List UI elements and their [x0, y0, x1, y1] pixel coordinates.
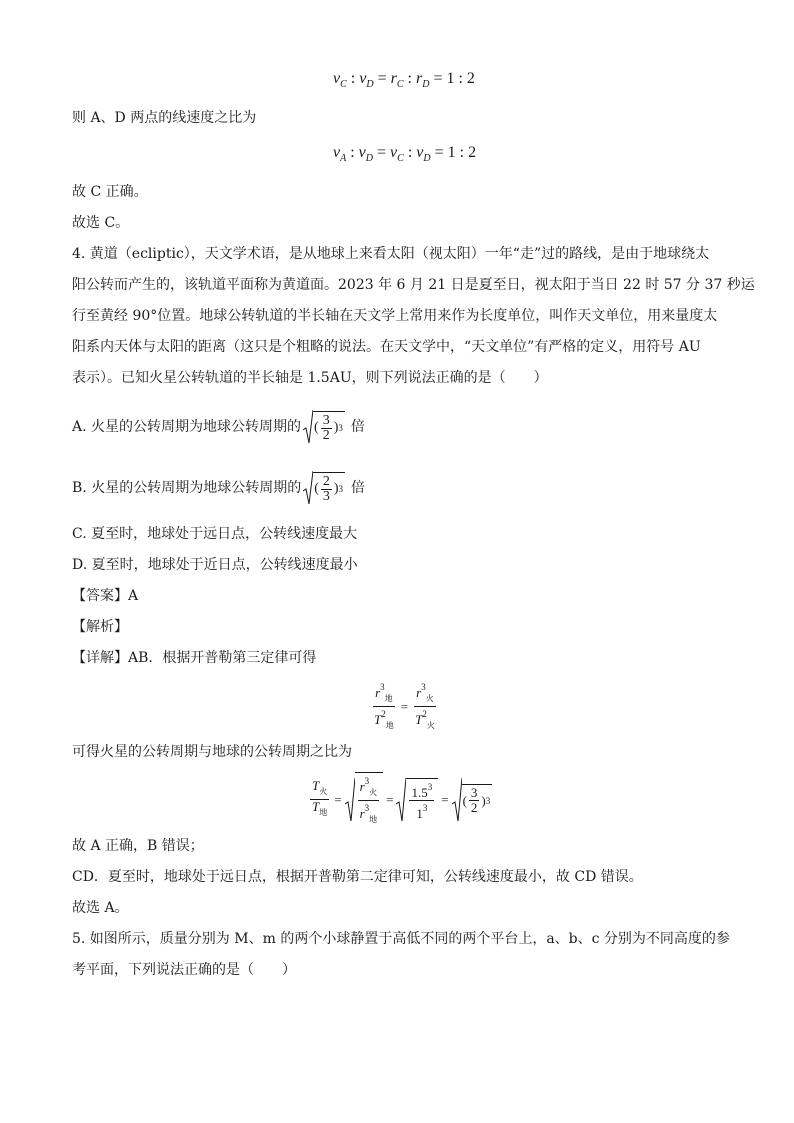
detail-line: 【详解】AB．根据开普勒第三定律可得 — [72, 650, 317, 666]
q4-line-3: 行至黄经 90°位置。地球公转轨道的半长轴在天文学上常用来作为长度单位，叫作天文单位，用来量度太 — [72, 308, 718, 324]
q5-line-1: 5. 如图所示，质量分别为 M、m 的两个小球静置于高低不同的两个平台上，a、b、c 分别为不同高度的参 — [72, 931, 730, 947]
text-a-correct: 故 A 正确，B 错误； — [72, 838, 204, 854]
q4-line-1: 4. 黄道（ecliptic），天文学术语，是从地球上来看太阳（视太阳）一年“走”过的路线，是由于地球绕太 — [72, 246, 710, 262]
option-c: C. 夏至时，地球处于远日点，公转线速度最大 — [72, 526, 358, 542]
equation-va-vd: $v_A$ : $v_D = v_C$ : $v_D = 1$ : 2 — [333, 144, 477, 164]
sqrt-two-thirds-cubed: ( $\frac{2}{3}$ ) 3 — [303, 471, 345, 505]
text-c-correct: 故 C 正确。 — [72, 184, 148, 200]
equation-vc-vd: $v_C$ : $v_D = r_C$ : $r_D = 1$ : 2 — [333, 70, 475, 90]
text-choose-c: 故选 C。 — [72, 215, 130, 231]
option-d: D. 夏至时，地球处于近日点，公转线速度最小 — [72, 557, 358, 573]
q4-line-5: 表示）。已知火星公转轨道的半长轴是 1.5AU，则下列说法正确的是（ ） — [72, 370, 548, 386]
answer-tag: 【答案】A — [72, 588, 139, 604]
equation-kepler-third: $\frac{r^3_地}{T^2_地}$ = $\frac{r^3_火}{T^2_火}$ — [374, 682, 435, 730]
ratio-intro-line: 可得火星的公转周期与地球的公转周期之比为 — [72, 744, 352, 760]
equation-period-ratio: $\frac{T_火}{T_地}$ = $\frac{r^3_火}{r^3_地}$ = $\frac{1.5^3}{1^3}$ = ( $\frac{3}{2}$ ) 3 — [308, 772, 492, 827]
q4-line-4: 阳系内天体与太阳的距离（这只是个粗略的说法。在天文学中，“天文单位”有严格的定义，用符号 AU — [72, 339, 701, 355]
q4-line-2: 阳公转而产生的，该轨道平面称为黄道面。2023 年 6 月 21 日是夏至日，视太阳于当日 22 时 57 分 37 秒运 — [72, 277, 755, 293]
sqrt-three-halves-cubed: ( $\frac{3}{2}$ ) 3 — [303, 410, 345, 444]
q5-line-2: 考平面，下列说法正确的是（ ） — [72, 962, 296, 978]
text-intro-ratio: 则 A、D 两点的线速度之比为 — [72, 110, 257, 126]
option-b: B. 火星的公转周期为地球公转周期的 ( $\frac{2}{3}$ ) 3 倍 — [72, 471, 365, 505]
analysis-tag: 【解析】 — [72, 619, 128, 635]
text-choose-a: 故选 A。 — [72, 900, 129, 916]
text-cd: CD．夏至时，地球处于远日点，根据开普勒第二定律可知，公转线速度最小，故 CD 错误。 — [72, 869, 643, 885]
option-a: A. 火星的公转周期为地球公转周期的 ( $\frac{3}{2}$ ) 3 倍 — [72, 410, 365, 444]
